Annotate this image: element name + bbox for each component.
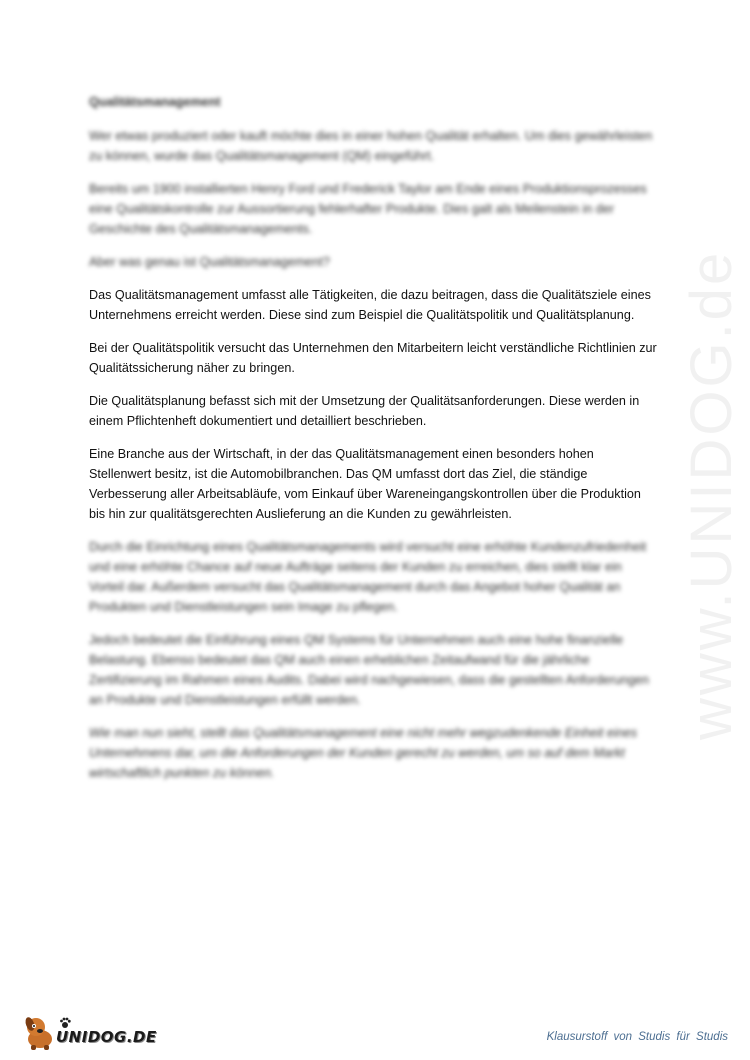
paragraph-automotive: Eine Branche aus der Wirtschaft, in der das Qualitätsmanagement einen besonders hohen Stellenwert besitz, ist die Automobilbranchen. Das QM umfasst dort das Ziel, die ständige Verbesserung aller Arbeitsabläufe, vom Einkauf über Wareneingangskontrollen über die Produktion bis hin zur qualitätsgerechten Auslieferung an die Kunden zu gewährleisten. bbox=[89, 447, 641, 521]
document-body bbox=[89, 92, 659, 796]
paragraph-intro: Wer etwas produziert oder kauft möchte dies in einer hohen Qualität erhalten. Um dies gewährleisten zu können, wurde das Qualitätsmanagement (QM) eingeführt. bbox=[89, 129, 653, 163]
unidog-logo[interactable] bbox=[22, 1015, 157, 1051]
paragraph-benefits: Durch die Einrichtung eines Qualitätsmanagements wird versucht eine erhöhte Kundenzufriedenheit und eine erhöhte Chance auf neue Aufträge seitens der Kunden zu erreichen, dies stellt klar ein Vorteil dar. Außerdem versucht das Qualitätsmanagement durch das Angebot hoher Qualität an Produkten und Dienstleistungen sein Image zu pflegen. bbox=[89, 540, 647, 614]
document-title: Qualitätsmanagement bbox=[89, 95, 221, 109]
paragraph-definition: Das Qualitätsmanagement umfasst alle Tätigkeiten, die dazu beitragen, dass die Qualitätsziele eines Unternehmens erreicht werden. Diese sind zum Beispiel die Qualitätspolitik und Qualitätsplanung. bbox=[89, 288, 651, 322]
paragraph-history: Bereits um 1900 installierten Henry Ford und Frederick Taylor am Ende eines Produktionsprozesses eine Qualitätskontrolle zur Aussortierung fehlerhafter Produkte. Dies galt als Meilenstein in der Geschichte des Qualitätsmanagements. bbox=[89, 182, 647, 236]
footer-tagline: Klausurstoff von Studis für Studis bbox=[546, 1031, 728, 1043]
paragraph-question: Aber was genau ist Qualitätsmanagement? bbox=[89, 255, 330, 269]
logo-text: UNIDOG.DE bbox=[56, 1028, 157, 1046]
watermark: www.UNIDOG.de bbox=[679, 249, 744, 740]
paragraph-policy: Bei der Qualitätspolitik versucht das Unternehmen den Mitarbeitern leicht verständliche Richtlinien zur Qualitätssicherung näher zu bringen. bbox=[89, 341, 657, 375]
paragraph-planning: Die Qualitätsplanung befasst sich mit der Umsetzung der Qualitätsanforderungen. Diese werden in einem Pflichtenheft dokumentiert und detailliert beschrieben. bbox=[89, 394, 640, 428]
paragraph-costs: Jedoch bedeutet die Einführung eines QM Systems für Unternehmen auch eine hohe finanzielle Belastung. Ebenso bedeutet das QM auch einen erheblichen Zeitaufwand für die jährliche Zertifizierung im Rahmen eines Audits. Dabei wird nachgewiesen, dass die gestellten Anforderungen an Produkte und Dienstleistungen erfüllt werden. bbox=[89, 633, 650, 707]
dog-icon bbox=[22, 1015, 60, 1051]
paragraph-conclusion: Wie man nun sieht, stellt das Qualitätsmanagement eine nicht mehr wegzudenkende Einheit eines Unternehmens dar, um die Anforderungen der Kunden gerecht zu werden, um so auf dem Markt wirtschaftlich punkten zu können. bbox=[89, 726, 638, 780]
